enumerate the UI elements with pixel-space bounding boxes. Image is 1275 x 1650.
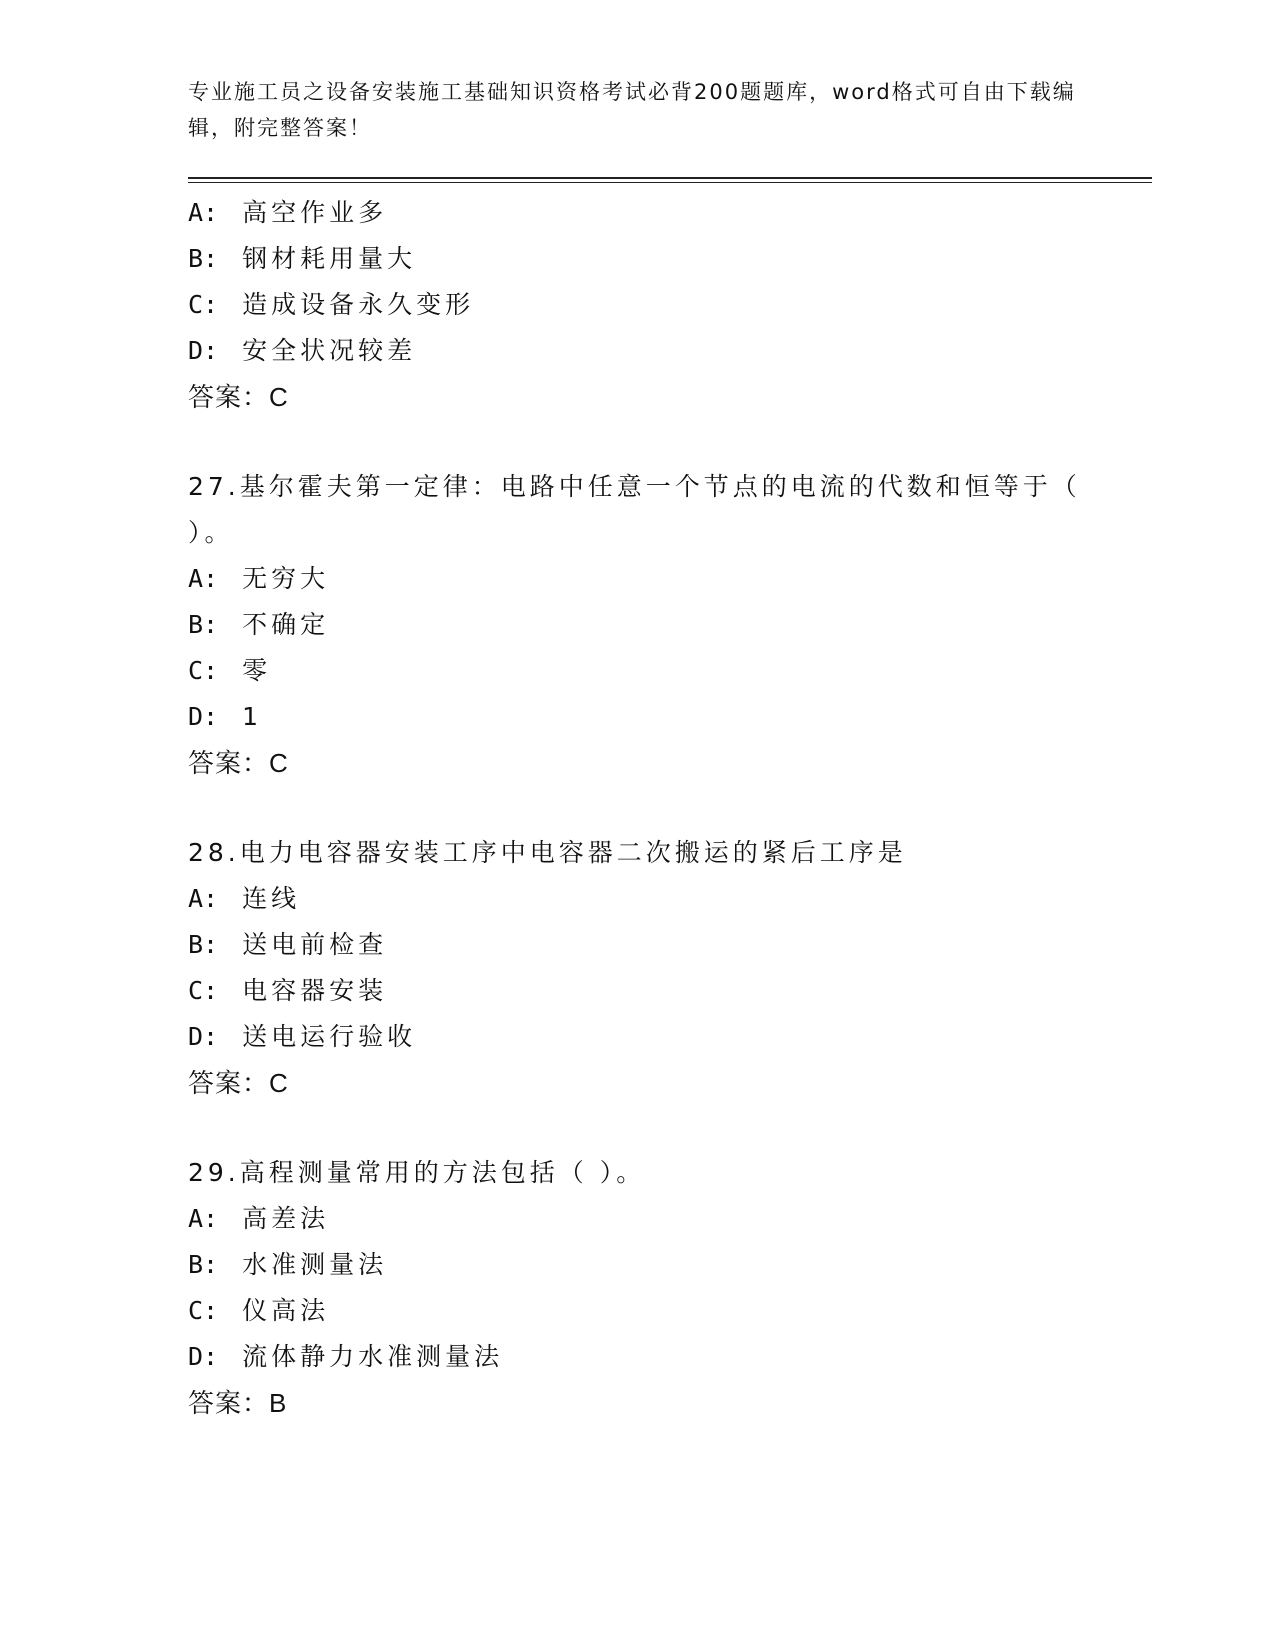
option-d: D: 1: [188, 702, 263, 731]
option-a: A: 高差法: [188, 1204, 330, 1233]
option-d: D: 安全状况较差: [188, 336, 417, 365]
question-26-continued: [188, 190, 1088, 420]
option-a: A: 高空作业多: [188, 198, 388, 227]
option-c: C: 零: [188, 656, 272, 685]
option-c: C: 电容器安装: [188, 976, 388, 1005]
header-rule: [188, 177, 1152, 183]
document-header: 专业施工员之设备安装施工基础知识资格考试必背200题题库，word格式可自由下载编辑，附完整答案！: [188, 80, 1076, 140]
option-c: C: 仪高法: [188, 1296, 330, 1325]
option-b: B: 钢材耗用量大: [188, 244, 417, 273]
question-list: [188, 190, 1088, 1426]
option-d: D: 流体静力水准测量法: [188, 1342, 504, 1371]
option-b: B: 不确定: [188, 610, 330, 639]
question-27: [188, 464, 1088, 786]
question-stem: 27.基尔霍夫第一定律：电路中任意一个节点的电流的代数和恒等于（ ）。: [188, 472, 1081, 547]
option-a: A: 连线: [188, 884, 301, 913]
option-a: A: 无穷大: [188, 564, 330, 593]
option-d: D: 送电运行验收: [188, 1022, 417, 1051]
question-stem: 29.高程测量常用的方法包括（ ）。: [188, 1158, 646, 1187]
option-b: B: 水准测量法: [188, 1250, 388, 1279]
option-b: B: 送电前检查: [188, 930, 388, 959]
answer-line: 答案：C: [188, 1068, 288, 1099]
question-29: [188, 1150, 1088, 1426]
answer-line: 答案：C: [188, 748, 288, 779]
question-28: [188, 830, 1088, 1106]
answer-line: 答案：C: [188, 382, 288, 413]
option-c: C: 造成设备永久变形: [188, 290, 475, 319]
question-stem: 28.电力电容器安装工序中电容器二次搬运的紧后工序是: [188, 838, 907, 867]
answer-line: 答案：B: [188, 1388, 287, 1419]
